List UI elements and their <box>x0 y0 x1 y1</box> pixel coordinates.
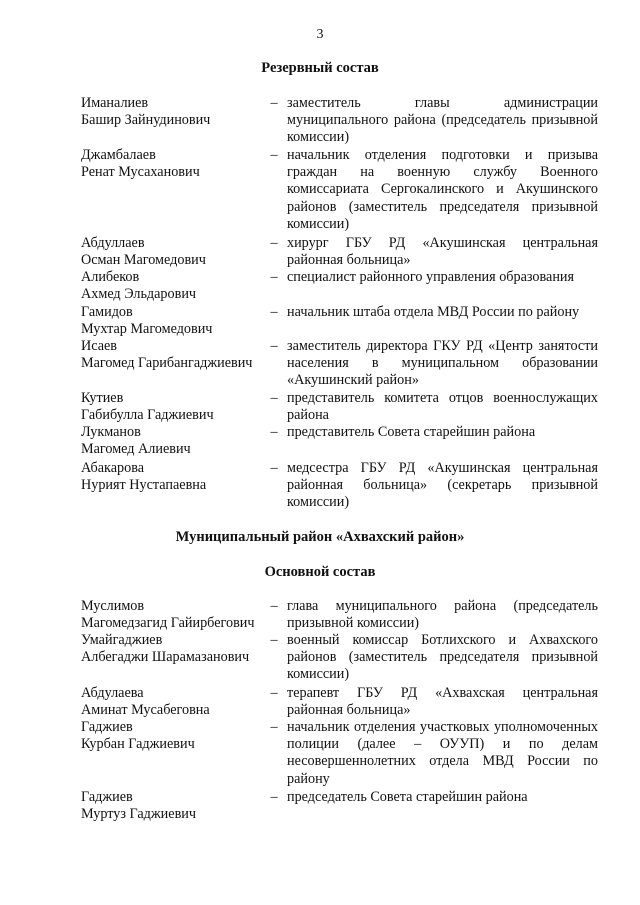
main-heading: Основной состав <box>264 564 376 580</box>
member-role: специалист районного управления образования <box>287 269 575 285</box>
member-role: начальник штаба отдела МВД России по району <box>287 304 580 320</box>
member-name <box>81 95 271 129</box>
member-given-name: Албегаджи Шарамазанович <box>81 649 250 666</box>
member-role: представитель Совета старейшин района <box>287 424 536 440</box>
member-given-name: Ренат Мусаханович <box>81 164 200 181</box>
member-surname: Гаджиев <box>81 789 133 805</box>
member-given-name: Магомед Гарибангаджиевич <box>81 355 253 372</box>
member-given-name: Башир Зайнудинович <box>81 112 211 129</box>
member-role: председатель Совета старейшин района <box>287 789 528 805</box>
member-name <box>81 390 271 424</box>
member-surname: Джамбалаев <box>81 147 156 163</box>
dash-separator: – <box>270 304 278 320</box>
member-surname: Абдулаева <box>81 685 144 701</box>
member-surname: Иманалиев <box>81 95 149 111</box>
member-given-name: Осман Магомедович <box>81 252 206 269</box>
member-given-name: Аминат Мусабеговна <box>81 702 210 719</box>
member-surname: Гаджиев <box>81 719 133 735</box>
member-name <box>81 460 271 494</box>
dash-separator: – <box>270 338 278 354</box>
member-given-name: Нурият Нустапаевна <box>81 477 207 494</box>
dash-separator: – <box>270 598 278 614</box>
member-name <box>81 632 271 666</box>
member-given-name: Магомед Алиевич <box>81 441 191 458</box>
member-role: начальник отделения участковых уполномоченных полиции (далее – ОУУП) и по делам несовершеннолетних отдела МВД России по району <box>287 719 598 787</box>
member-surname: Алибеков <box>81 269 140 285</box>
district-heading: Муниципальный район «Ахвахский район» <box>175 529 465 545</box>
member-surname: Кутиев <box>81 390 124 406</box>
dash-separator: – <box>270 390 278 406</box>
dash-separator: – <box>270 789 278 805</box>
member-role: заместитель директора ГКУ РД «Центр занятости населения в муниципальном образовании «Акушинский район» <box>287 338 598 389</box>
member-name <box>81 269 271 303</box>
dash-separator: – <box>270 95 278 111</box>
member-name <box>81 235 271 269</box>
member-name <box>81 598 271 632</box>
member-given-name: Ахмед Эльдарович <box>81 286 197 303</box>
member-surname: Лукманов <box>81 424 141 440</box>
member-name <box>81 304 271 338</box>
member-role: военный комиссар Ботлихского и Ахвахского районов (заместитель председателя призывной комиссии) <box>287 632 598 683</box>
dash-separator: – <box>270 460 278 476</box>
dash-separator: – <box>270 632 278 648</box>
member-surname: Гамидов <box>81 304 133 320</box>
member-role: медсестра ГБУ РД «Акушинская центральная районная больница» (секретарь призывной комиссии) <box>287 460 598 511</box>
member-surname: Муслимов <box>81 598 145 614</box>
member-name <box>81 789 271 823</box>
dash-separator: – <box>270 719 278 735</box>
member-name <box>81 147 271 181</box>
member-given-name: Магомедзагид Гайирбегович <box>81 615 255 632</box>
member-given-name: Мухтар Магомедович <box>81 321 213 338</box>
dash-separator: – <box>270 147 278 163</box>
member-surname: Исаев <box>81 338 118 354</box>
member-role: заместитель главы администрации муниципального района (председатель призывной комиссии) <box>287 95 598 146</box>
member-given-name: Муртуз Гаджиевич <box>81 806 197 823</box>
member-name <box>81 719 271 753</box>
member-role: представитель комитета отцов военнослужащих района <box>287 390 598 424</box>
member-given-name: Курбан Гаджиевич <box>81 736 195 753</box>
dash-separator: – <box>270 685 278 701</box>
page-number: 3 <box>316 27 324 42</box>
reserve-heading: Резервный состав <box>261 60 379 76</box>
member-role: начальник отделения подготовки и призыва граждан на военную службу Военного комиссариата Сергокалинского и Акушинского районов (заместитель председателя призывной комиссии) <box>287 147 598 232</box>
member-given-name: Габибулла Гаджиевич <box>81 407 214 424</box>
dash-separator: – <box>270 235 278 251</box>
member-surname: Умайгаджиев <box>81 632 163 648</box>
dash-separator: – <box>270 424 278 440</box>
dash-separator: – <box>270 269 278 285</box>
member-name <box>81 685 271 719</box>
member-surname: Абдуллаев <box>81 235 145 251</box>
member-name <box>81 424 271 458</box>
member-role: терапевт ГБУ РД «Ахвахская центральная районная больница» <box>287 685 598 719</box>
member-role: глава муниципального района (председатель призывной комиссии) <box>287 598 598 632</box>
member-surname: Абакарова <box>81 460 145 476</box>
member-role: хирург ГБУ РД «Акушинская центральная районная больница» <box>287 235 598 269</box>
member-name <box>81 338 271 372</box>
